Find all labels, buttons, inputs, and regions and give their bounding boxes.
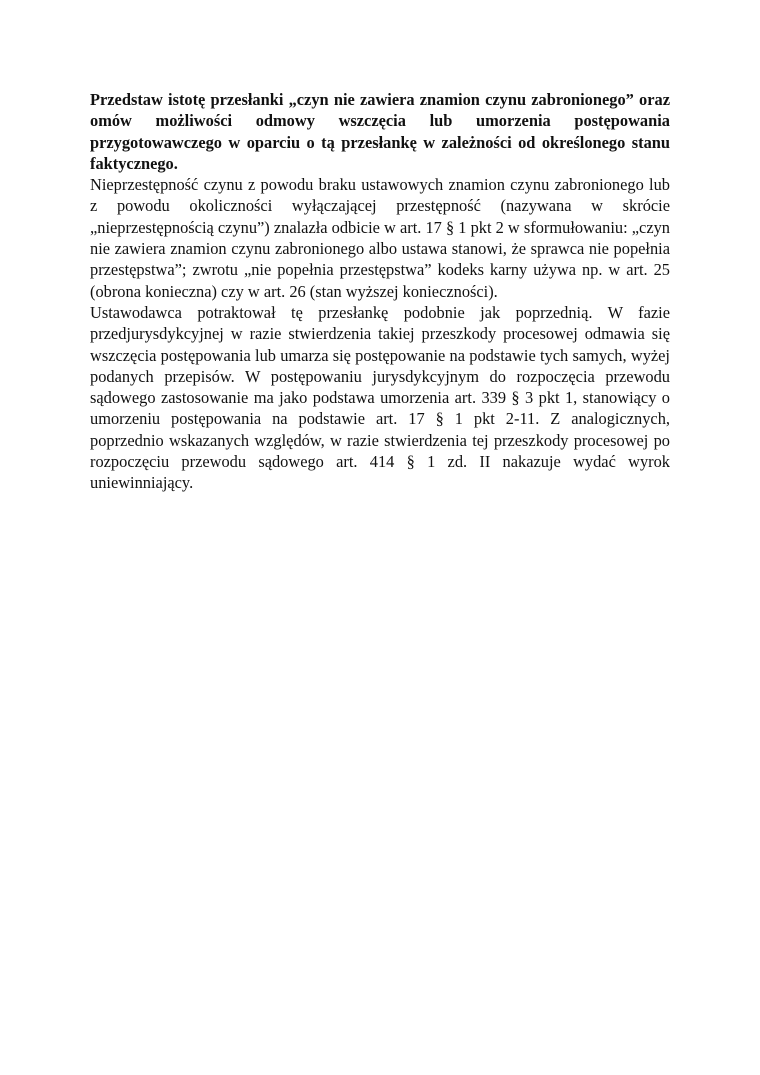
question-heading: Przedstaw istotę przesłanki „czyn nie zawiera znamion czynu zabronionego” oraz omów możliwości odmowy wszczęcia lub umorzenia postępowania przygotowawczego w oparciu o tą przesłankę w zależności od określonego stanu faktycznego.: [90, 90, 670, 173]
paragraph: Ustawodawca potraktował tę przesłankę podobnie jak poprzednią. W fazie przedjurysdykcyjnej w razie stwierdzenia takiej przeszkody procesowej odmawia się wszczęcia postępowania lub umarza się postępowanie na podstawie tych samych, wyżej podanych przepisów. W postępowaniu jurysdykcyjnym do rozpoczęcia przewodu sądowego zastosowanie ma jako podstawa umorzenia art. 339 § 3 pkt 1, stanowiący o umorzeniu postępowania na podstawie art. 17 § 1 pkt 2-11. Z analogicznych, poprzednio wskazanych względów, w razie stwierdzenia tej przeszkody procesowej po rozpoczęciu przewodu sądowego art. 414 § 1 zd. II nakazuje wydać wyrok uniewinniający.: [90, 302, 670, 493]
document-body: [90, 89, 670, 494]
paragraph: Nieprzestępność czynu z powodu braku ustawowych znamion czynu zabronionego lub z powodu okoliczności wyłączającej przestępność (nazywana w skrócie „nieprzestępnością czynu”) znalazła odbicie w art. 17 § 1 pkt 2 w sformułowaniu: „czyn nie zawiera znamion czynu zabronionego albo ustawa stanowi, że sprawca nie popełnia przestępstwa”; zwrotu „nie popełnia przestępstwa” kodeks karny używa np. w art. 25 (obrona konieczna) czy w art. 26 (stan wyższej konieczności).: [90, 175, 670, 301]
